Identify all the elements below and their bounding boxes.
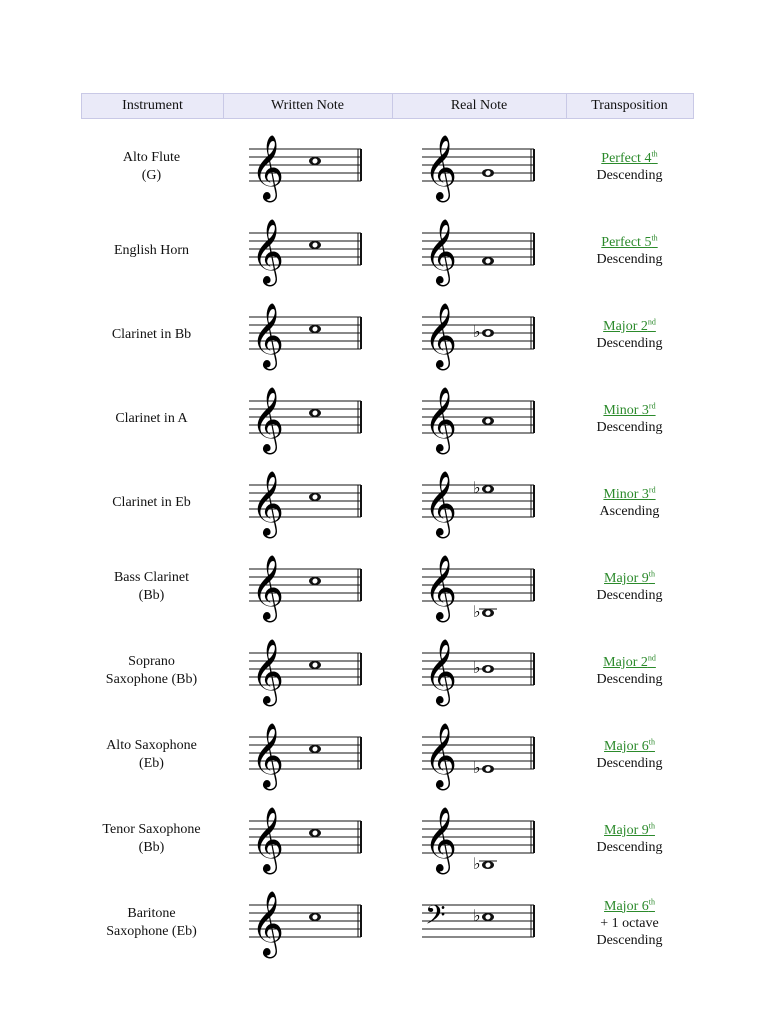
interval-name: Major 2 bbox=[603, 319, 648, 334]
whole-note-icon bbox=[482, 913, 494, 921]
interval-name: Major 6 bbox=[604, 898, 649, 914]
interval-link[interactable] bbox=[604, 898, 655, 915]
transposition-cell bbox=[565, 209, 694, 293]
treble-clef-icon: 𝄞 bbox=[251, 723, 285, 788]
instrument-name: Alto Flute bbox=[122, 150, 181, 165]
whole-note-icon bbox=[309, 829, 321, 837]
direction-label: Descending bbox=[596, 840, 663, 855]
instrument-name: (G) bbox=[141, 168, 162, 183]
table-row bbox=[81, 713, 694, 797]
table-row bbox=[81, 209, 694, 293]
flat-icon: ♭ bbox=[473, 758, 481, 777]
treble-clef-icon: 𝄞 bbox=[251, 219, 285, 284]
interval-ordinal: rd bbox=[648, 485, 656, 495]
whole-note-icon bbox=[482, 609, 494, 617]
direction-label: Descending bbox=[596, 672, 663, 687]
instrument-cell bbox=[81, 293, 222, 377]
transposition-cell bbox=[565, 125, 694, 209]
header-transposition: Transposition bbox=[591, 98, 668, 113]
table-row bbox=[81, 881, 694, 965]
table-row bbox=[81, 461, 694, 545]
treble-clef-icon: 𝄞 bbox=[251, 135, 285, 200]
instrument-cell bbox=[81, 713, 222, 797]
whole-note-icon bbox=[482, 765, 494, 773]
instrument-name: Clarinet in A bbox=[115, 411, 188, 426]
transposition-cell bbox=[565, 293, 694, 377]
direction-label: Descending bbox=[596, 168, 663, 183]
instrument-cell bbox=[81, 629, 222, 713]
written-note-staff bbox=[249, 717, 365, 793]
interval-link[interactable] bbox=[604, 570, 655, 587]
interval-link[interactable] bbox=[601, 234, 657, 251]
transposition-cell bbox=[565, 629, 694, 713]
transposition-cell bbox=[565, 377, 694, 461]
flat-icon: ♭ bbox=[473, 602, 481, 621]
header-instrument: Instrument bbox=[122, 98, 183, 113]
instrument-cell bbox=[81, 125, 222, 209]
flat-icon: ♭ bbox=[473, 854, 481, 873]
whole-note-icon bbox=[309, 661, 321, 669]
treble-clef-icon: 𝄞 bbox=[251, 303, 285, 368]
whole-note-icon bbox=[309, 913, 321, 921]
instrument-cell bbox=[81, 881, 222, 965]
interval-link[interactable] bbox=[603, 318, 656, 335]
instrument-name: Clarinet in Bb bbox=[111, 327, 192, 342]
table-row bbox=[81, 629, 694, 713]
treble-clef-icon: 𝄞 bbox=[424, 219, 458, 284]
real-note-staff bbox=[422, 717, 538, 793]
instrument-name: Clarinet in Eb bbox=[112, 495, 191, 510]
real-note-staff bbox=[422, 465, 538, 541]
whole-note-icon bbox=[482, 861, 494, 869]
interval-name: Minor 3 bbox=[603, 403, 649, 418]
whole-note-icon bbox=[482, 329, 494, 337]
written-note-staff bbox=[249, 465, 365, 541]
interval-link[interactable] bbox=[603, 654, 656, 671]
instrument-name: (Bb) bbox=[138, 588, 165, 603]
header-written-note: Written Note bbox=[271, 98, 344, 113]
real-note-staff bbox=[422, 549, 538, 625]
interval-name: Major 9 bbox=[604, 823, 649, 838]
treble-clef-icon: 𝄞 bbox=[424, 807, 458, 872]
interval-link[interactable] bbox=[603, 402, 655, 419]
written-note-staff bbox=[249, 381, 365, 457]
interval-name: Major 9 bbox=[604, 571, 649, 586]
interval-ordinal: nd bbox=[647, 653, 656, 663]
real-note-staff bbox=[422, 381, 538, 457]
treble-clef-icon: 𝄞 bbox=[251, 555, 285, 620]
table-row bbox=[81, 797, 694, 881]
whole-note-icon bbox=[482, 257, 494, 265]
transposition-cell bbox=[565, 713, 694, 797]
transposition-cell bbox=[565, 461, 694, 545]
treble-clef-icon: 𝄞 bbox=[424, 135, 458, 200]
written-note-staff bbox=[249, 549, 365, 625]
bass-clef-icon: 𝄢 bbox=[425, 899, 446, 937]
flat-icon: ♭ bbox=[473, 322, 481, 341]
direction-label: Ascending bbox=[599, 504, 660, 519]
whole-note-icon bbox=[482, 665, 494, 673]
interval-link[interactable] bbox=[603, 486, 655, 503]
direction-label: Descending bbox=[596, 756, 663, 771]
instrument-name: Bass Clarinet bbox=[113, 570, 190, 585]
instrument-cell bbox=[81, 461, 222, 545]
instrument-name: Alto Saxophone bbox=[106, 738, 197, 753]
interval-ordinal: th bbox=[648, 821, 655, 831]
real-note-staff bbox=[422, 129, 538, 205]
interval-name: Major 2 bbox=[603, 655, 648, 670]
whole-note-icon bbox=[309, 157, 321, 165]
real-note-staff bbox=[422, 213, 538, 289]
table-header bbox=[81, 93, 694, 119]
written-note-staff bbox=[249, 213, 365, 289]
direction-label: Descending bbox=[596, 420, 663, 435]
instrument-name: Soprano bbox=[128, 654, 175, 669]
treble-clef-icon: 𝄞 bbox=[424, 555, 458, 620]
whole-note-icon bbox=[309, 409, 321, 417]
whole-note-icon bbox=[309, 325, 321, 333]
treble-clef-icon: 𝄞 bbox=[251, 387, 285, 452]
interval-name: Minor 3 bbox=[603, 487, 649, 502]
written-note-staff bbox=[249, 633, 365, 709]
written-note-staff bbox=[249, 885, 365, 961]
treble-clef-icon: 𝄞 bbox=[251, 639, 285, 704]
instrument-name: (Eb) bbox=[139, 756, 164, 771]
instrument-name: Saxophone (Eb) bbox=[106, 924, 197, 939]
interval-name: Perfect 4 bbox=[601, 151, 652, 166]
written-note-staff bbox=[249, 129, 365, 205]
instrument-name: (Bb) bbox=[138, 840, 165, 855]
whole-note-icon bbox=[482, 169, 494, 177]
instrument-cell bbox=[81, 545, 222, 629]
interval-link[interactable] bbox=[604, 822, 655, 839]
real-note-staff bbox=[422, 297, 538, 373]
octave-note: + 1 octave bbox=[600, 915, 659, 931]
real-note-staff bbox=[422, 633, 538, 709]
interval-ordinal: th bbox=[648, 569, 655, 579]
direction-label: Descending bbox=[596, 932, 663, 948]
interval-ordinal: th bbox=[648, 737, 655, 747]
whole-note-icon bbox=[482, 417, 494, 425]
whole-note-icon bbox=[309, 745, 321, 753]
instrument-cell bbox=[81, 377, 222, 461]
treble-clef-icon: 𝄞 bbox=[424, 723, 458, 788]
treble-clef-icon: 𝄞 bbox=[251, 807, 285, 872]
treble-clef-icon: 𝄞 bbox=[424, 303, 458, 368]
whole-note-icon bbox=[482, 485, 494, 493]
direction-label: Descending bbox=[596, 588, 663, 603]
treble-clef-icon: 𝄞 bbox=[251, 471, 285, 536]
treble-clef-icon: 𝄞 bbox=[424, 471, 458, 536]
interval-name: Major 6 bbox=[604, 739, 649, 754]
transposition-cell bbox=[565, 797, 694, 881]
instrument-name: Saxophone (Bb) bbox=[105, 672, 198, 687]
instrument-name: Baritone bbox=[127, 906, 176, 921]
table-row bbox=[81, 293, 694, 377]
table-row bbox=[81, 545, 694, 629]
instrument-name: Tenor Saxophone bbox=[102, 822, 201, 837]
instrument-name: English Horn bbox=[113, 243, 190, 258]
written-note-staff bbox=[249, 297, 365, 373]
real-note-staff bbox=[422, 801, 538, 877]
interval-ordinal: rd bbox=[648, 401, 656, 411]
interval-link[interactable] bbox=[601, 150, 657, 167]
treble-clef-icon: 𝄞 bbox=[251, 891, 285, 956]
flat-icon: ♭ bbox=[473, 906, 481, 925]
whole-note-icon bbox=[309, 493, 321, 501]
treble-clef-icon: 𝄞 bbox=[424, 639, 458, 704]
header-real-note: Real Note bbox=[450, 98, 508, 113]
table-row bbox=[81, 125, 694, 209]
whole-note-icon bbox=[309, 577, 321, 585]
interval-ordinal: th bbox=[648, 896, 655, 906]
interval-link[interactable] bbox=[604, 738, 655, 755]
direction-label: Descending bbox=[596, 336, 663, 351]
flat-icon: ♭ bbox=[473, 658, 481, 677]
interval-name: Perfect 5 bbox=[601, 235, 652, 250]
table-row bbox=[81, 377, 694, 461]
transposition-cell bbox=[565, 881, 694, 965]
real-note-staff bbox=[422, 885, 538, 961]
interval-ordinal: th bbox=[651, 233, 658, 243]
instrument-cell bbox=[81, 797, 222, 881]
interval-ordinal: nd bbox=[647, 317, 656, 327]
flat-icon: ♭ bbox=[473, 478, 481, 497]
written-note-staff bbox=[249, 801, 365, 877]
whole-note-icon bbox=[309, 241, 321, 249]
transposition-cell bbox=[565, 545, 694, 629]
instrument-cell bbox=[81, 209, 222, 293]
treble-clef-icon: 𝄞 bbox=[424, 387, 458, 452]
direction-label: Descending bbox=[596, 252, 663, 267]
interval-ordinal: th bbox=[651, 149, 658, 159]
